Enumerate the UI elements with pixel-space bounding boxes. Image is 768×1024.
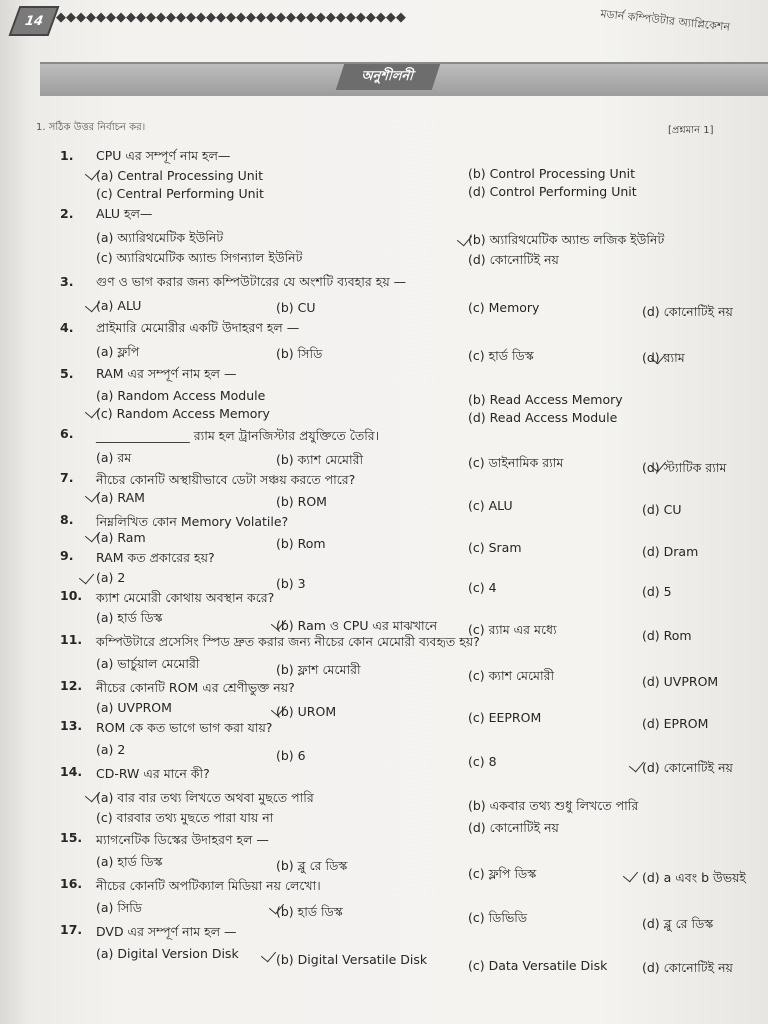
option-b: (b) হার্ড ডিস্ক: [276, 904, 343, 919]
option-b: (b) UROM: [276, 704, 337, 719]
option-c: (c) ALU: [468, 498, 513, 513]
option-c: (c) EEPROM: [468, 710, 542, 725]
question-number: 5.: [60, 366, 74, 381]
option-b: (b) Read Access Memory: [468, 392, 623, 407]
option-a: (a) হার্ড ডিস্ক: [96, 610, 163, 625]
question-number: 10.: [60, 588, 83, 603]
option-b: (b) অ্যারিথমেটিক অ্যান্ড লজিক ইউনিট: [468, 232, 665, 247]
answer-tick-mark: [86, 402, 108, 416]
question-text: নীচের কোনটি অস্থায়ীভাবে ডেটা সঞ্চয় করতে পারে?: [96, 472, 356, 487]
question-text: নিম্নলিখিত কোন Memory Volatile?: [96, 514, 289, 529]
option-c: (c) Central Performing Unit: [96, 186, 264, 201]
option-d: (d) র‍্যাম: [642, 350, 685, 365]
option-a: (a) 2: [96, 742, 126, 757]
option-b: (b) সিডি: [276, 346, 323, 361]
question-number: 17.: [60, 922, 83, 937]
option-a: (a) ALU: [96, 298, 142, 313]
option-c: (c) Sram: [468, 540, 522, 555]
option-c: (c) হার্ড ডিস্ক: [468, 348, 534, 363]
option-a: (a) অ্যারিথমেটিক ইউনিট: [96, 230, 224, 245]
question-number: 15.: [60, 830, 83, 845]
option-a: (a) 2: [96, 570, 126, 585]
option-c: (c) 4: [468, 580, 497, 595]
answer-tick-mark: [272, 614, 294, 628]
option-d: (d) কোনোটিই নয়: [468, 252, 559, 267]
question-number: 9.: [60, 548, 74, 563]
diamond-border: ◆◆◆◆◆◆◆◆◆◆◆◆◆◆◆◆◆◆◆◆◆◆◆◆◆◆◆◆◆◆◆◆◆◆◆: [56, 10, 406, 25]
option-c: (c) Data Versatile Disk: [468, 958, 608, 973]
answer-tick-mark: [86, 164, 108, 178]
answer-tick-mark: [86, 296, 108, 310]
question-text: ROM কে কত ভাগে ভাগ করা যায়?: [96, 720, 273, 735]
question-text: CD-RW এর মানে কী?: [96, 766, 210, 781]
question-number: 8.: [60, 512, 74, 527]
option-d: (d) a এবং b উভয়ই: [642, 870, 746, 885]
option-d: (d) Rom: [642, 628, 692, 643]
answer-tick-mark: [458, 230, 480, 244]
option-b: (b) CU: [276, 300, 316, 315]
answer-tick-mark: [86, 786, 108, 800]
answer-tick-mark: [652, 348, 674, 362]
question-number: 12.: [60, 678, 83, 693]
question-text: CPU এর সম্পূর্ণ নাম হল—: [96, 148, 231, 163]
option-c: (c) ফ্লপি ডিস্ক: [468, 866, 537, 881]
question-text: DVD এর সম্পূর্ণ নাম হল —: [96, 924, 237, 939]
page-number-badge: 14: [9, 6, 60, 36]
option-a: (a) Random Access Module: [96, 388, 266, 403]
question-number: 13.: [60, 718, 83, 733]
question-number: 16.: [60, 876, 83, 891]
option-d: (d) Dram: [642, 544, 699, 559]
answer-tick-mark: [80, 568, 102, 582]
question-text: নীচের কোনটি অপটিক্যাল মিডিয়া নয় লেখো।: [96, 878, 321, 893]
question-text: ক্যাশ মেমোরী কোথায় অবস্থান করে?: [96, 590, 275, 605]
question-text: _______________ র‍্যাম হল ট্রানজিস্টার প্রযুক্তিতে তৈরি।: [96, 428, 380, 443]
option-b: (b) Rom: [276, 536, 326, 551]
option-d: (d) কোনোটিই নয়: [642, 960, 733, 975]
option-d: (d) কোনোটিই নয়: [642, 760, 733, 775]
option-b: (b) একবার তথ্য শুধু লিখতে পারি: [468, 798, 639, 813]
book-title: মডার্ন কম্পিউটার অ্যাপ্লিকেশন: [599, 7, 731, 34]
question-text: RAM কত প্রকারের হয়?: [96, 550, 215, 565]
page-header: [0, 0, 768, 60]
option-b: (b) 6: [276, 748, 306, 763]
option-a: (a) RAM: [96, 490, 145, 505]
option-d: (d) কোনোটিই নয়: [642, 304, 733, 319]
option-b: (b) ফ্লাশ মেমোরী: [276, 662, 361, 677]
answer-tick-mark: [262, 946, 284, 960]
question-text: ALU হল—: [96, 206, 153, 221]
option-b: (b) Control Processing Unit: [468, 166, 635, 181]
option-c: (c) ডিভিডি: [468, 910, 528, 925]
option-b: (b) ROM: [276, 494, 327, 509]
question-text: নীচের কোনটি ROM এর শ্রেণীভুক্ত নয়?: [96, 680, 295, 695]
question-text: গুণ ও ভাগ করার জন্য কম্পিউটারের যে অংশটি ব্যবহার হয় —: [96, 274, 407, 289]
question-number: 11.: [60, 632, 83, 647]
answer-tick-mark: [652, 456, 674, 470]
option-a: (a) UVPROM: [96, 700, 172, 715]
answer-tick-mark: [86, 526, 108, 540]
question-text: প্রাইমারি মেমোরীর একটি উদাহরণ হল —: [96, 320, 300, 335]
option-a: (a) সিডি: [96, 900, 142, 915]
option-c: (c) Memory: [468, 300, 540, 315]
option-d: (d) UVPROM: [642, 674, 719, 689]
option-d: (d) কোনোটিই নয়: [468, 820, 559, 835]
option-d: (d) Control Performing Unit: [468, 184, 637, 199]
option-a: (a) ফ্লপি: [96, 344, 140, 359]
option-a: (a) হার্ড ডিস্ক: [96, 854, 163, 869]
option-b: (b) ক্যাশ মেমোরী: [276, 452, 364, 467]
option-a: (a) বার বার তথ্য লিখতে অথবা মুছতে পারি: [96, 790, 314, 805]
question-text: RAM এর সম্পূর্ণ নাম হল —: [96, 366, 237, 381]
instruction-text: 1. সঠিক উত্তর নির্বাচন কর।: [36, 122, 146, 133]
answer-tick-mark: [272, 700, 294, 714]
option-c: (c) 8: [468, 754, 497, 769]
answer-tick-mark: [270, 898, 292, 912]
question-text: ম্যাগনেটিক ডিস্কের উদাহরণ হল —: [96, 832, 269, 847]
option-a: (a) রম: [96, 450, 132, 465]
question-number: 6.: [60, 426, 74, 441]
option-c: (c) ক্যাশ মেমোরী: [468, 668, 555, 683]
option-c: (c) অ্যারিথমেটিক অ্যান্ড সিগন্যাল ইউনিট: [96, 250, 303, 265]
option-b: (b) ব্লু রে ডিস্ক: [276, 858, 348, 873]
option-a: (a) ভার্চুয়াল মেমোরী: [96, 656, 200, 671]
option-d: (d) 5: [642, 584, 672, 599]
option-c: (c) বারবার তথ্য মুছতে পারা যায় না: [96, 810, 274, 825]
question-number: 3.: [60, 274, 74, 289]
question-number: 14.: [60, 764, 83, 779]
option-c: (c) র‍্যাম এর মধ্যে: [468, 622, 557, 637]
answer-tick-mark: [624, 866, 646, 880]
option-a: (a) Central Processing Unit: [96, 168, 264, 183]
question-number: 2.: [60, 206, 74, 221]
option-c: (c) ডাইনামিক র‍্যাম: [468, 455, 564, 470]
answer-tick-mark: [86, 486, 108, 500]
question-number: 4.: [60, 320, 74, 335]
option-b: (b) Digital Versatile Disk: [276, 952, 428, 967]
option-d: (d) ব্লু রে ডিস্ক: [642, 916, 714, 931]
option-a: (a) Digital Version Disk: [96, 946, 239, 961]
question-text: কম্পিউটারে প্রসেসিং স্পিড দ্রুত করার জন্য নীচের কোন মেমোরী ব্যবহৃত হয়?: [96, 634, 480, 649]
option-d: (d) EPROM: [642, 716, 709, 731]
option-b: (b) Ram ও CPU এর মাঝখানে: [276, 618, 438, 633]
option-d: (d) স্ট্যাটিক র‍্যাম: [642, 460, 727, 475]
option-d: (d) CU: [642, 502, 682, 517]
option-b: (b) 3: [276, 576, 306, 591]
question-number: 7.: [60, 470, 74, 485]
marks-note: [প্রশ্নমান 1]: [668, 125, 714, 136]
exercise-title: অনুশীলনী: [336, 64, 440, 90]
answer-tick-mark: [630, 756, 652, 770]
option-d: (d) Read Access Module: [468, 410, 618, 425]
option-a: (a) Ram: [96, 530, 146, 545]
option-c: (c) Random Access Memory: [96, 406, 270, 421]
question-number: 1.: [60, 148, 74, 163]
